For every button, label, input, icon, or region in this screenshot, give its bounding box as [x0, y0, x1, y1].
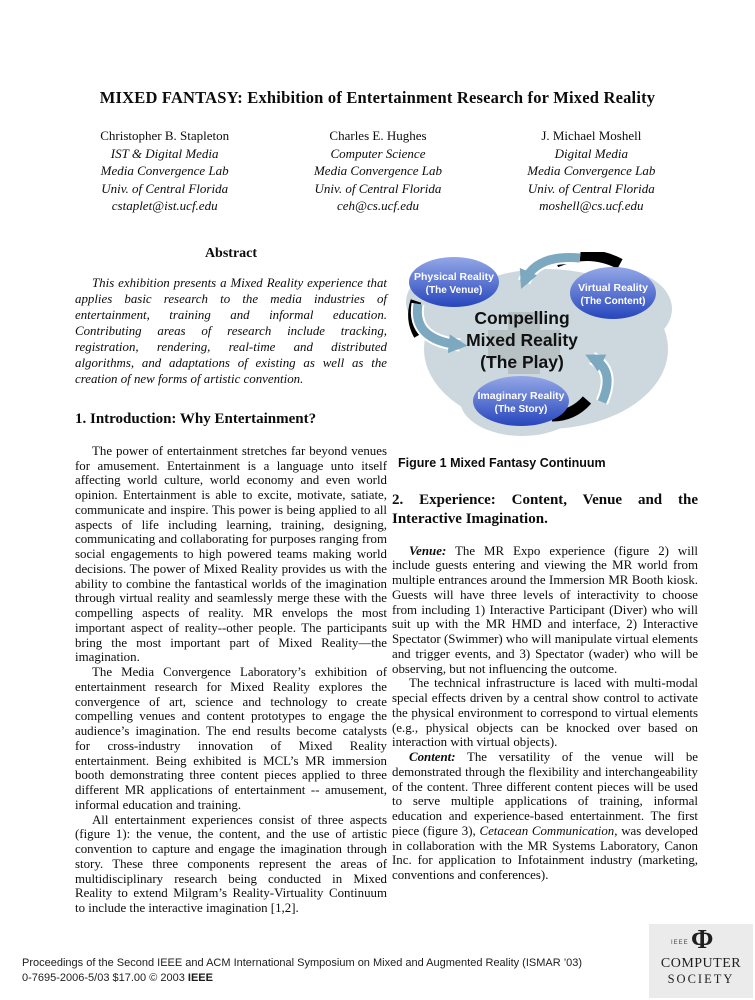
footer-line-1: Proceedings of the Second IEEE and ACM International Symposium on Mixed and Augmented Reality (ISMAR ’03)	[22, 957, 583, 969]
content-italic-title: Cetacean Communication	[479, 823, 615, 838]
footer-copyright-text: 0-7695-2006-5/03 $17.00 © 2003	[22, 972, 188, 984]
right-column	[392, 252, 698, 883]
author-block	[58, 127, 698, 215]
svg-text:Virtual Reality: Virtual Reality	[578, 282, 648, 294]
author-name: Charles E. Hughes	[329, 128, 427, 143]
svg-text:(The Play): (The Play)	[480, 352, 564, 372]
figure-1	[396, 252, 698, 471]
author-dept: Digital Media	[554, 145, 628, 161]
node-physical-reality	[409, 257, 499, 307]
logo-society-label: SOCIETY	[667, 972, 735, 986]
abstract-heading: Abstract	[204, 246, 258, 261]
author-email: cstaplet@ist.ucf.edu	[111, 198, 218, 213]
mixed-fantasy-continuum-diagram	[396, 252, 698, 444]
section-2-heading: 2. Experience: Content, Venue and the Interactive Imagination.	[392, 491, 698, 527]
author-univ: Univ. of Central Florida	[527, 180, 655, 196]
svg-text:Physical Reality: Physical Reality	[414, 271, 494, 283]
venue-label: Venue:	[409, 543, 447, 558]
author-1	[58, 127, 271, 215]
author-lab: Media Convergence Lab	[100, 163, 229, 178]
venue-paragraph	[392, 544, 698, 677]
author-lab: Media Convergence Lab	[527, 163, 656, 178]
svg-text:Compelling: Compelling	[474, 308, 570, 328]
section-1-heading: 1. Introduction: Why Entertainment?	[75, 410, 317, 427]
ieee-cs-mark	[649, 924, 753, 954]
svg-text:(The Content): (The Content)	[580, 296, 646, 307]
content-text-1: The versatility of the venue will be demonstrated through the flexibility and interchangeability of the content. Three different content pieces will be used to serve multiple applications of training, informal education and experience-based entertainment. The first piece (figure 3),	[392, 750, 698, 838]
center-label	[466, 308, 578, 372]
author-dept: IST & Digital Media	[110, 145, 219, 161]
node-imaginary-reality	[473, 376, 569, 426]
author-email: moshell@cs.ucf.edu	[539, 198, 644, 213]
copyright-footer	[22, 956, 622, 986]
author-univ: Univ. of Central Florida	[101, 180, 229, 196]
intro-paragraph-2: The Media Convergence Laboratory’s exhibition of entertainment research for Mixed Reality explores the convergence of art, science and technology to create compelling venues and content prototypes to engage the audience’s imagination. The end results become catalysts for cross-industry innovation of Mixed Reality entertainment. Being exhibited is MCL’s MR immersion booth demonstrating three content pieces applied to three different MR applications of entertainment -- amusement, informal education and training.	[75, 665, 387, 812]
logo-computer-label: COMPUTER	[660, 956, 742, 971]
intro-paragraph-1: The power of entertainment stretches far beyond venues for amusement. Entertainment is a language unto itself affecting world culture, world economy and even world opinion. Entertainment is able to excite, motivate, satiate, communicate and inspire. This power is being applied to all aspects of life including learning, training, designing, communicating and collaborating for purposes ranging from social engagements to high powered teams making world decisions. The power of Mixed Reality provides us with the ability to combine the fantastical worlds of the imagination through virtual reality and seamlessly merge these with the compelling aspects of reality. MR envelops the most important aspect of reality--other people. The participants bring the most important part of Mixed Reality—the imagination.	[75, 443, 387, 665]
node-virtual-reality	[570, 267, 656, 319]
content-text-2: , was developed in collaboration with the MR Systems Laboratory, Canon Inc. for application to Infotainment industry (marketing, conventions and conferences).	[392, 823, 698, 882]
figure-1-caption: Figure 1 Mixed Fantasy Continuum	[398, 455, 606, 470]
footer-ieee-label: IEEE	[187, 972, 213, 984]
ieee-computer-society-logo	[649, 924, 753, 998]
paper-title: MIXED FANTASY: Exhibition of Entertainment Research for Mixed Reality	[99, 88, 656, 107]
author-name: Christopher B. Stapleton	[100, 128, 230, 143]
tech-paragraph: The technical infrastructure is laced with multi-modal special effects driven by a central show control to activate the physical environment to correspond to virtual elements (e.g., physical objects can be knocked over based on interaction with virtual objects).	[392, 676, 698, 750]
intro-paragraph-3: All entertainment experiences consist of three aspects (figure 1): the venue, the content, and the use of artistic convention to capture and engage the imagination through story. These three components represent the areas of multidisciplinary research being conducted in Mixed Reality to extend Milgram’s Reality-Virtuality Continuum to include the interactive imagination [1,2].	[75, 812, 387, 915]
author-lab: Media Convergence Lab	[313, 163, 443, 178]
phi-icon: Φ	[691, 924, 714, 954]
author-2	[271, 127, 484, 215]
content-label: Content:	[409, 750, 456, 764]
svg-text:Mixed Reality: Mixed Reality	[466, 330, 578, 350]
svg-text:(The Story): (The Story)	[494, 404, 548, 415]
ieee-small-label: IEEE	[671, 940, 689, 946]
footer-line-2	[22, 971, 622, 986]
venue-text: The MR Expo experience (figure 2) will include guests entering and viewing the MR world from multiple entrances around the Immersion MR Booth kiosk. Guests will have three levels of interactivity to choose from including 1) Interactive Participant (Diver) who will suit up with the MR HMD and interface, 2) Interactive Spectator (Swimmer) who will manipulate virtual elements and trigger events, and 3) Spectator (wader) who will be observing, but not influencing the outcome.	[392, 543, 698, 676]
author-email: ceh@cs.ucf.edu	[337, 198, 419, 213]
content-paragraph	[392, 750, 698, 883]
author-univ: Univ. of Central Florida	[314, 180, 442, 196]
author-name: J. Michael Moshell	[541, 128, 642, 143]
abstract-text: This exhibition presents a Mixed Reality experience that applies basic research to the media industries of entertainment, training and informal education. Contributing areas of research include tracking, registration, rendering, real-time and distributed algorithms, and adaptations of existing as well as the creation of new forms of artistic convention.	[75, 275, 387, 386]
author-dept: Computer Science	[330, 145, 426, 161]
svg-text:Imaginary Reality: Imaginary Reality	[477, 390, 565, 402]
svg-text:(The Venue): (The Venue)	[425, 285, 483, 296]
author-3	[485, 127, 698, 215]
left-column	[75, 247, 387, 916]
